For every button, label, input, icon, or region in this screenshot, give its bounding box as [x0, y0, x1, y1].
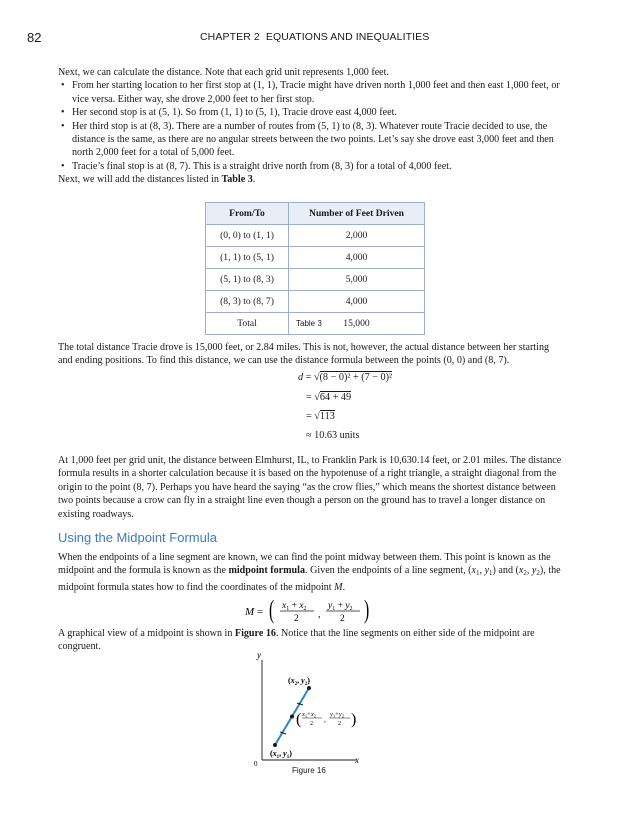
table-cell: 15,000 [289, 313, 425, 335]
bullet-list [58, 79, 563, 173]
figure-ref: Figure 16 [234, 628, 276, 639]
svg-text:(: ( [269, 596, 275, 625]
table-cell: 2,000 [289, 225, 425, 247]
x-axis-label: x [355, 755, 359, 765]
table-cell: (8, 3) to (8, 7) [206, 291, 289, 313]
chapter-title: EQUATIONS AND INEQUALITIES [265, 31, 430, 43]
eq-radicand-2: 64 + 49 [319, 392, 352, 403]
svg-text:): ) [351, 711, 357, 728]
mid-M: M [334, 581, 343, 593]
midpoint-dot [290, 715, 294, 719]
midpoint-figure [248, 650, 378, 770]
table-ref: Table 3 [221, 174, 253, 186]
equation-line-1: d = √(8 − 0)² + (7 − 0)² [298, 372, 393, 383]
midpoint-paragraph: When the endpoints of a line segment are known, we can find the point midway between them. This point is known as the midpoint and the formula is known as the midpoint formula. Given the endpoints of a line segment, ($x_1$, $y_1$) and ($x_2$, $y_2$), the midpoint formula states how to find the coordinates of the midpoint M. [58, 552, 561, 593]
endpoint-2-label: ($x_2$, $y_2$) [288, 676, 310, 687]
mid-text-3: ), the midpoint formula states how to find the coordinates of the midpoint [58, 565, 561, 593]
section-title: Using the Midpoint Formula [58, 530, 217, 545]
equation-line-3: = √113 [306, 411, 335, 422]
equation-line-2: = √64 + 49 [306, 392, 352, 403]
equation-line-4: ≈ 10.63 units [306, 430, 360, 441]
total-paragraph: The total distance Tracie drove is 15,000 feet, or 2.84 miles. This is not, however, the actual distance between her starting and ending positions. To find this distance, we can use the distance formula between the points (0, 0) and (8, 7). [58, 342, 550, 367]
eq-radicand-3: 113 [319, 411, 335, 422]
eq-d: d [298, 372, 304, 383]
svg-text:=: = [257, 606, 264, 618]
endpoint-1-label: ($x_1$, $y_1$) [270, 749, 292, 760]
svg-text:y1 + y2: $y_1 + y_2$ [328, 601, 353, 612]
svg-text:2: 2 [310, 721, 313, 727]
svg-text:2: 2 [294, 614, 299, 624]
bullet-item: • Her third stop is at (8, 3). There are a number of routes from (5, 1) to (8, 3). Whatever route Tracie decided to use, the distance is the same, as there are no angular streets between the two points. Let’s say she drove east 3,000 feet and then north 2,000 feet for a total of 5,000 feet. [58, 120, 563, 160]
graph-text-2: . Notice that the line segments on either side of the midpoint are congruent. [58, 628, 535, 653]
chapter-heading [200, 31, 429, 43]
table-cell: (0, 0) to (1, 1) [206, 225, 289, 247]
table-header: Number of Feet Driven [289, 203, 425, 225]
table-header-row [206, 203, 425, 225]
svg-text:(: ( [296, 711, 302, 728]
intro-block [58, 66, 563, 187]
midpoint-term: midpoint formula [228, 565, 306, 577]
svg-text:x1 + x2: $x_1 + x_2$ [282, 601, 307, 612]
endpoint-1 [273, 743, 277, 747]
bullet-item: • Her second stop is at (5, 1). So from (1, 1) to (5, 1), Tracie drove east 4,000 feet. [58, 106, 563, 119]
intro-text: Next, we can calculate the distance. Note that each grid unit represents 1,000 feet. [58, 67, 389, 78]
crow-paragraph: At 1,000 feet per grid unit, the distance between Elmhurst, IL, to Franklin Park is 10,630.14 feet, or 2.01 miles. The distance formula results in a shorter calculation because it is based on the hypotenuse of a right triangle, a straight diagonal from the origin to the point (8, 7). Perhaps you have heard the saying “as the crow flies,” which means the shortest distance between two points because a crow can fly in a straight line even though a person on the ground has to travel a longer distance on existing roadways. [58, 455, 562, 520]
svg-text:2: 2 [338, 721, 341, 727]
table-cell: 5,000 [289, 269, 425, 291]
table-row [206, 291, 425, 313]
table-intro-text: Next, we will add the distances listed in [58, 174, 222, 186]
table-row [206, 225, 425, 247]
table-row [206, 269, 425, 291]
table-cell: 4,000 [289, 247, 425, 269]
svg-text:,: , [324, 716, 326, 724]
table-intro [58, 173, 563, 186]
svg-text:x1+x2: $x_1+x_2$ [302, 711, 316, 719]
midpoint-formula [240, 596, 390, 626]
svg-text:M: M [245, 606, 255, 618]
sqrt-icon: √ [314, 392, 320, 403]
endpoint-2 [307, 686, 311, 690]
svg-text:y1+y2: $y_1+y_2$ [330, 711, 344, 719]
origin-label: 0 [254, 760, 258, 768]
table-header: From/To [206, 203, 289, 225]
page-number: 82 [27, 30, 42, 45]
page-header [0, 30, 630, 46]
svg-text:): ) [364, 596, 370, 625]
table-cell: Total [206, 313, 289, 335]
chapter-label: CHAPTER 2 [200, 31, 260, 43]
bullet-item: • From her starting location to her first stop at (1, 1), Tracie might have driven north 1,000 feet and then east 1,000 feet, or vice versa. Either way, she drove 2,000 feet to her first stop. [58, 79, 563, 106]
mid-text-1: When the endpoints of a line segment are known, we can find the point midway between them. This point is known as the midpoint and the formula is known as the [58, 552, 551, 577]
table-intro-end: . [252, 174, 256, 186]
table-cell: 4,000 [289, 291, 425, 313]
table-cell: (1, 1) to (5, 1) [206, 247, 289, 269]
mid-text-2: . Given the endpoints of a line segment, ( [305, 565, 472, 577]
distance-table [205, 202, 425, 335]
graph-text-1: A graphical view of a midpoint is shown in [58, 628, 235, 639]
sqrt-icon: √ [313, 372, 320, 383]
table-row [206, 247, 425, 269]
eq-radicand-1: (8 − 0)² + (7 − 0)² [319, 372, 393, 383]
figure-caption: Figure 16 [292, 766, 326, 775]
table-caption: Table 3 [296, 319, 322, 328]
table-cell: (5, 1) to (8, 3) [206, 269, 289, 291]
sqrt-icon: √ [314, 411, 320, 422]
y-axis-label: y [257, 650, 261, 660]
midpoint-label [296, 711, 356, 728]
svg-text:2: 2 [340, 614, 345, 624]
svg-text:,: , [318, 609, 321, 620]
bullet-item: • Tracie’s final stop is at (8, 7). This is a straight drive north from (8, 3) for a total of 4,000 feet. [58, 160, 563, 173]
